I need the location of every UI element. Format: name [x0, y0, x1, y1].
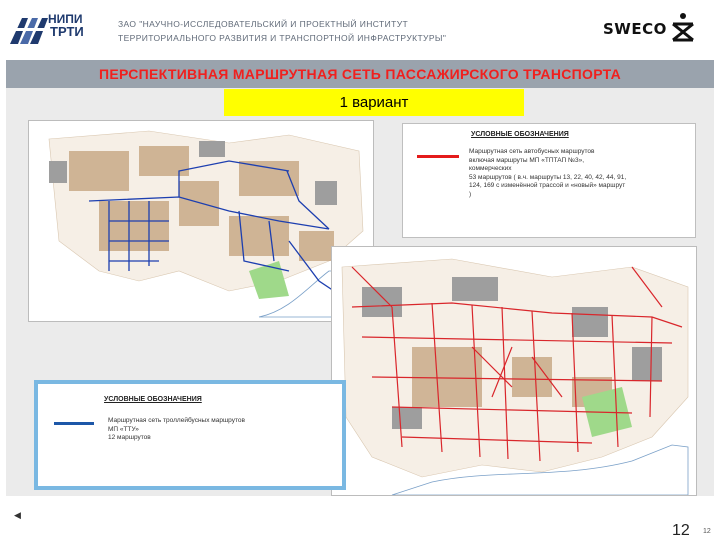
- slide-number: 12: [703, 528, 711, 535]
- trolleybus-legend-swatch: [54, 422, 94, 425]
- bus-legend-text: Маршрутная сеть автобусных маршрутов включая маршруты МП «ТПТАП №3», коммерческих 53 маршрутов ( в.ч. маршруты 13, 22, 40, 42, 44, 91, 124, 169 с изменённой трассой и «новый» маршрут ): [469, 148, 627, 198]
- bus-legend: [402, 123, 696, 238]
- bus-legend-swatch: [417, 155, 459, 158]
- institute-name-line2: ТЕРРИТОРИАЛЬНОГО РАЗВИТИЯ И ТРАНСПОРТНОЙ ИНФРАСТРУКТУРЫ": [118, 33, 447, 43]
- trolleybus-network-map: [28, 120, 374, 322]
- bus-map-drawing: [332, 247, 696, 495]
- institute-name: [118, 17, 446, 45]
- header: [0, 0, 720, 52]
- logo-text-trti: ТРТИ: [50, 24, 84, 39]
- slide-title: ПЕРСПЕКТИВНАЯ МАРШРУТНАЯ СЕТЬ ПАССАЖИРСКОГО ТРАНСПОРТА: [98, 66, 622, 82]
- trolleybus-legend-text: Маршрутная сеть троллейбусных маршрутов МП «ТТУ» 12 маршрутов: [108, 417, 245, 441]
- sweco-logo-icon: [670, 12, 696, 42]
- bus-legend-title: УСЛОВНЫЕ ОБОЗНАЧЕНИЯ: [471, 131, 569, 138]
- triangle-left-icon[interactable]: ◀: [14, 510, 21, 520]
- trolleybus-legend-title: УСЛОВНЫЕ ОБОЗНАЧЕНИЯ: [104, 396, 202, 403]
- logo-text-nipi: НИПИ: [48, 12, 83, 26]
- footer: [0, 496, 720, 540]
- page-number: 12: [672, 522, 690, 539]
- trolleybus-map-drawing: [29, 121, 373, 321]
- variant-label: 1 вариант: [224, 89, 524, 116]
- sweco-logo-text: SWECO: [603, 20, 667, 38]
- bus-network-map: [331, 246, 697, 496]
- institute-name-line1: ЗАО "НАУЧНО-ИССЛЕДОВАТЕЛЬСКИЙ И ПРОЕКТНЫЙ ИНСТИТУТ: [118, 19, 409, 29]
- title-bar: [6, 60, 714, 88]
- trolleybus-legend: [34, 380, 346, 490]
